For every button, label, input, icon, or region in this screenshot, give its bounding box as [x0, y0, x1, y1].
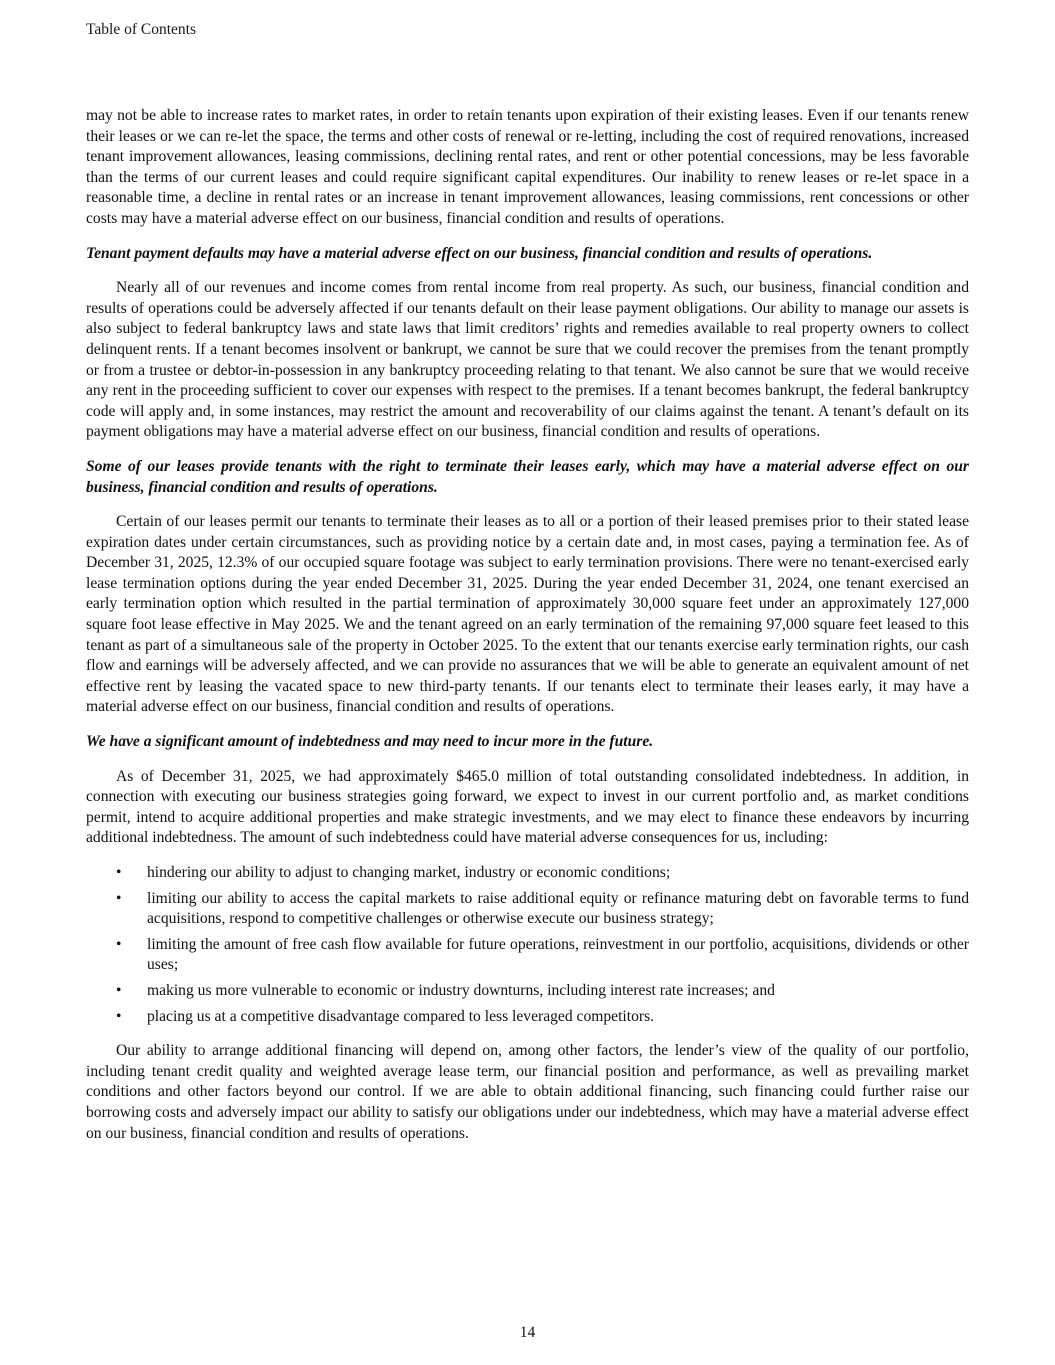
document-body [86, 106, 969, 1158]
list-item [86, 1007, 969, 1028]
financing-paragraph: Our ability to arrange additional financing will depend on, among other factors, the lender’s view of the quality of our portfolio, including tenant credit quality and weighted average lease term, our financial position and performance, as well as prevailing market conditions and other factors beyond our control. If we are able to obtain additional financing, such financing could further raise our borrowing costs and adversely impact our ability to satisfy our obligations under our indebtedness, which may have a material adverse effect on our business, financial condition and results of operations. [86, 1042, 969, 1142]
list-item-text: placing us at a competitive disadvantage compared to less leveraged competitors. [147, 1007, 655, 1025]
bullet-mark: • [116, 981, 122, 999]
list-item [86, 889, 969, 930]
tenant-defaults-heading: Tenant payment defaults may have a material adverse effect on our business, financial condition and results of operations. [86, 244, 873, 262]
bullet-mark: • [116, 864, 122, 881]
bullet-mark: • [116, 1007, 122, 1025]
indebtedness-paragraph: As of December 31, 2025, we had approximately $465.0 million of total outstanding consolidated indebtedness. In addition, in connection with executing our business strategies going forward, we expect to invest in our current portfolio and, as market conditions permit, intend to acquire additional properties and make strategic investments, and we may elect to finance these endeavors by incurring additional indebtedness. The amount of such indebtedness could have material adverse consequences for us, including: [86, 767, 969, 847]
indebtedness-consequences-list [86, 863, 969, 1027]
continuation-paragraph: may not be able to increase rates to market rates, in order to retain tenants upon expiration of their existing leases. Even if our tenants renew their leases or we can re-let the space, the terms and other costs of renewal or re-letting, including the cost of required renovations, increased tenant improvement allowances, leasing commissions, declining rental rates, and rent or other potential concessions, may be less favorable than the terms of our current leases and could require significant capital expenditures. Our inability to renew leases or re-let space in a reasonable time, a decline in rental rates or an increase in tenant improvement allowances, leasing commissions, rent concessions or other costs may have a material adverse effect on our business, financial condition and results of operations. [86, 107, 969, 227]
indebtedness-heading: We have a significant amount of indebtedness and may need to incur more in the future. [86, 733, 654, 751]
list-item-text: making us more vulnerable to economic or industry downturns, including interest rate increases; and [147, 981, 775, 999]
list-item [86, 935, 969, 976]
early-termination-heading: Some of our leases provide tenants with the right to terminate their leases early, which may have a material adverse effect on our business, financial condition and results of operations. [86, 457, 969, 496]
table-of-contents-link[interactable]: Table of Contents [86, 21, 196, 38]
list-item [86, 981, 969, 1002]
list-item [86, 863, 969, 884]
tenant-defaults-paragraph: Nearly all of our revenues and income comes from rental income from real property. As such, our business, financial condition and results of operations could be adversely affected if our tenants default on their lease payment obligations. Our ability to manage our assets is also subject to federal bankruptcy laws and state laws that limit creditors’ rights and remedies available to real property owners to collect delinquent rents. If a tenant becomes insolvent or bankrupt, we cannot be sure that we could recover the premises from the tenant promptly or from a trustee or debtor-in-possession in any bankruptcy proceeding relating to that tenant. We also cannot be sure that we would receive any rent in the proceeding sufficient to cover our expenses with respect to the premises. If a tenant becomes bankrupt, the federal bankruptcy code will apply and, in some instances, may restrict the amount and recoverability of our claims against the tenant. A tenant’s default on its payment obligations may have a material adverse effect on our business, financial condition and results of operations. [86, 279, 969, 441]
list-item-text: limiting the amount of free cash flow available for future operations, reinvestment in our portfolio, acquisitions, dividends or other uses; [147, 935, 969, 974]
bullet-mark: • [116, 889, 122, 907]
bullet-mark: • [116, 935, 122, 953]
page-number: 14 [519, 1324, 536, 1341]
early-termination-paragraph: Certain of our leases permit our tenants to terminate their leases as to all or a portion of their leased premises prior to their stated lease expiration dates under certain circumstances, such as providing notice by a certain date and, in most cases, paying a termination fee. As of December 31, 2025, 12.3% of our occupied square footage was subject to early termination provisions. There were no tenant-exercised early lease termination options during the year ended December 31, 2025. During the year ended December 31, 2024, one tenant exercised an early termination option which resulted in the partial termination of approximately 30,000 square feet under an approximately 127,000 square foot lease effective in May 2025. We and the tenant agreed on an early termination of the remaining 97,000 square feet leased to this tenant as part of a simultaneous sale of the property in October 2025. To the extent that our tenants exercise early termination rights, our cash flow and earnings will be adversely affected, and we can provide no assurances that we will be able to generate an equivalent amount of net effective rent by leasing the vacated space to new third-party tenants. If our tenants elect to terminate their leases early, it may have a material adverse effect on our business, financial condition and results of operations. [86, 513, 969, 716]
list-item-text: limiting our ability to access the capital markets to raise additional equity or refinance maturing debt on favorable terms to fund acquisitions, respond to competitive challenges or otherwise execute our business strategy; [147, 889, 969, 928]
list-item-text: hindering our ability to adjust to changing market, industry or economic conditions; [147, 864, 671, 881]
